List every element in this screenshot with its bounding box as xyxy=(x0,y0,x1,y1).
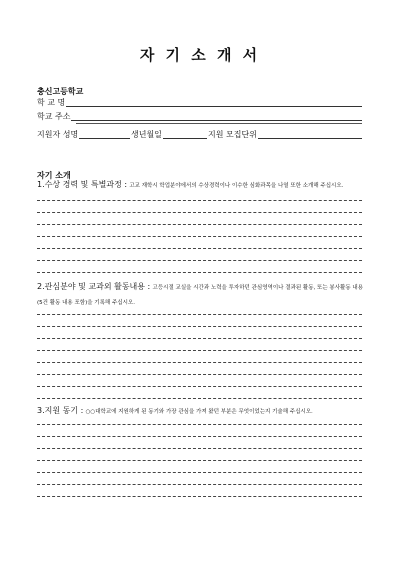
answer-line[interactable] xyxy=(37,248,362,249)
page-title: 자 기 소 개 서 xyxy=(139,46,261,64)
answer-line[interactable] xyxy=(37,200,362,201)
section-heading: 자기 소개 xyxy=(37,171,71,180)
answer-line[interactable] xyxy=(37,326,362,327)
answer-line[interactable] xyxy=(37,484,362,485)
answer-line[interactable] xyxy=(37,260,362,261)
answer-line[interactable] xyxy=(37,236,362,237)
school-name-label: 학 교 명 xyxy=(37,98,66,107)
question-3-desc: ○○대학교에 지원하게 된 동기와 가장 관심을 가져 왔던 부분은 무엇이었는지 기술해 주십시오. xyxy=(85,409,313,415)
question-2-title: 2.관심분야 및 교과외 활동내용 : xyxy=(37,282,151,291)
answer-line[interactable] xyxy=(37,314,362,315)
school-heading: 충신고등학교 xyxy=(37,87,84,96)
question-1 xyxy=(37,178,367,193)
answer-line[interactable] xyxy=(37,374,362,375)
answer-line[interactable] xyxy=(37,496,362,497)
answer-line[interactable] xyxy=(37,436,362,437)
question-3 xyxy=(37,404,367,419)
applicant-info-row xyxy=(37,128,362,140)
answer-line[interactable] xyxy=(37,386,362,387)
answer-line[interactable] xyxy=(37,424,362,425)
question-3-title: 3.지원 동기 : xyxy=(37,406,84,415)
question-1-title: 1.수상 경력 및 특별과정 : xyxy=(37,180,128,189)
school-address-field[interactable] xyxy=(37,110,362,122)
unit-label: 지원 모집단위 xyxy=(208,130,257,139)
question-2-desc: 고등시절 교실을 시간과 노력을 투자하던 관심영역이나 결과된 활동, 또는 봉사활동 내용(5건 활동 내용 포함)을 기록해 주십시오. xyxy=(37,285,364,306)
question-1-desc: 고교 재학시 학업분야에서의 수상경력이나 이수한 심화과목을 나열 또한 소개해 주십시오. xyxy=(129,183,344,189)
answer-line[interactable] xyxy=(37,272,362,273)
school-address-label: 학교 주소 xyxy=(37,112,71,121)
answer-line[interactable] xyxy=(37,398,362,399)
answer-line[interactable] xyxy=(37,338,362,339)
answer-line[interactable] xyxy=(37,350,362,351)
answer-line[interactable] xyxy=(37,212,362,213)
answer-line[interactable] xyxy=(37,362,362,363)
answer-line[interactable] xyxy=(37,460,362,461)
question-2 xyxy=(37,280,367,310)
address-continuation-line xyxy=(76,123,362,124)
birthdate-label: 생년월일 xyxy=(131,130,162,139)
applicant-name-label: 지원자 성명 xyxy=(37,130,79,139)
answer-line[interactable] xyxy=(37,472,362,473)
school-name-field[interactable] xyxy=(37,96,362,108)
answer-line[interactable] xyxy=(37,224,362,225)
answer-line[interactable] xyxy=(37,448,362,449)
